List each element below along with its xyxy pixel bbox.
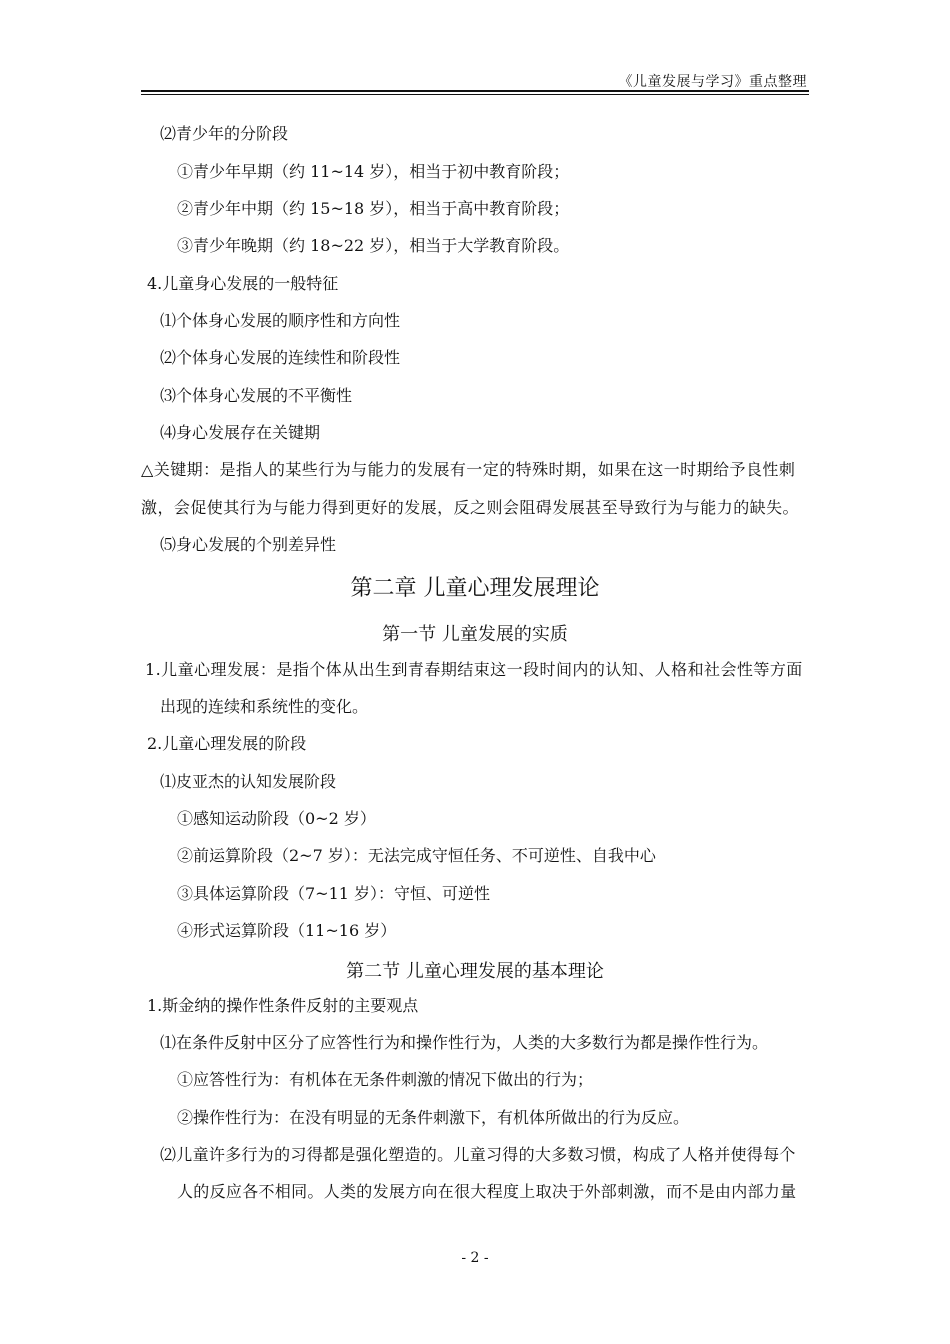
text-line: ⑴个体身心发展的顺序性和方向性 [160,311,401,330]
text-line: ④形式运算阶段（11~16 岁） [177,921,397,940]
text-line: ①应答性行为：有机体在无条件刺激的情况下做出的行为； [177,1070,594,1089]
text-line: 4.儿童身心发展的一般特征 [147,274,339,293]
text-line: ②前运算阶段（2~7 岁）：无法完成守恒任务、不可逆性、自我中心 [177,846,656,865]
text-line: 2.儿童心理发展的阶段 [147,734,307,753]
header-rule-thin [141,94,809,95]
text-line: ⑸身心发展的个别差异性 [160,535,337,554]
text-line: ⑴在条件反射中区分了应答性行为和操作性行为，人类的大多数行为都是操作性行为。 [160,1033,769,1052]
text-line: ⑵青少年的分阶段 [160,124,289,143]
text-line: △关键期：是指人的某些行为与能力的发展有一定的特殊时期，如果在这一时期给予良性刺 [141,460,796,479]
text-line: ①感知运动阶段（0~2 岁） [177,809,376,828]
text-line: ①青少年早期（约 11~14 岁），相当于初中教育阶段； [177,162,570,181]
text-line: ②青少年中期（约 15~18 岁），相当于高中教育阶段； [177,199,570,218]
text-line: ③具体运算阶段（7~11 岁）：守恒、可逆性 [177,884,491,903]
chapter-title: 第二章 儿童心理发展理论 [350,576,600,601]
section-title: 第一节 儿童发展的实质 [382,624,568,645]
text-line: 激，会促使其行为与能力得到更好的发展，反之则会阻碍发展甚至导致行为与能力的缺失。 [141,498,800,517]
text-line: 出现的连续和系统性的变化。 [160,697,369,716]
text-line: ⑴皮亚杰的认知发展阶段 [160,772,337,791]
text-line: ⑵个体身心发展的连续性和阶段性 [160,348,401,367]
text-line: ⑶个体身心发展的不平衡性 [160,386,353,405]
text-line: 人的反应各不相同。人类的发展方向在很大程度上取决于外部刺激，而不是由内部力量 [177,1182,797,1201]
text-line: 1.斯金纳的操作性条件反射的主要观点 [147,996,419,1015]
text-line: ⑷身心发展存在关键期 [160,423,321,442]
text-line: ⑵儿童许多行为的习得都是强化塑造的。儿童习得的大多数习惯，构成了人格并使得每个 [160,1145,796,1164]
text-line: 1.儿童心理发展：是指个体从出生到青春期结束这一段时间内的认知、人格和社会性等方面 [145,660,803,679]
text-line: ②操作性行为：在没有明显的无条件刺激下，有机体所做出的行为反应。 [177,1108,690,1127]
text-line: ③青少年晚期（约 18~22 岁），相当于大学教育阶段。 [177,236,570,255]
page-number: - 2 - [461,1250,489,1266]
header-rule [141,90,809,92]
section-title: 第二节 儿童心理发展的基本理论 [346,961,604,982]
running-header: 《儿童发展与学习》重点整理 [618,74,807,90]
